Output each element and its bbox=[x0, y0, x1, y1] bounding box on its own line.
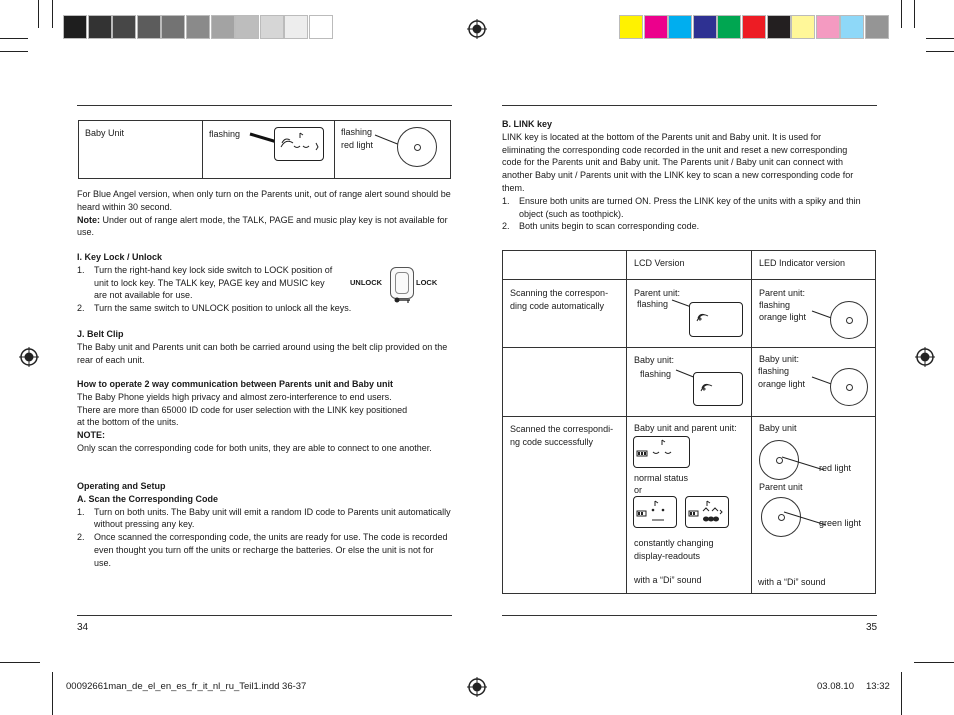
link-key-heading: B. LINK key bbox=[502, 119, 553, 129]
crop-mark bbox=[0, 51, 28, 52]
crop-mark bbox=[38, 0, 39, 28]
scan-code-list bbox=[77, 506, 452, 570]
note-text: Under out of range alert mode, the TALK, PAGE and music play key is not available for use. bbox=[77, 214, 448, 238]
belt-clip-text: The Baby unit and Parents unit can both be carried around using the belt clip provided on the rear of each unit. bbox=[77, 341, 448, 365]
registration-mark-icon bbox=[467, 677, 487, 697]
lcd-display-icon bbox=[274, 127, 324, 161]
left-bottom-rule bbox=[77, 615, 452, 616]
crop-mark bbox=[914, 662, 954, 663]
link-key-text: LINK key is located at the bottom of the Parents unit and Baby unit. It is used for eliminating the corresponding code recorded in the unit and reset a new corresponding code for the Parents unit and Baby unit. The Parents unit / Baby unit can connect with another Baby unit / Parents unit with the LINK key to scan a new corresponding code for them. bbox=[502, 131, 854, 193]
color-swatch bbox=[161, 15, 185, 39]
two-way-note-text: Only scan the corresponding code for both units, they are able to connect to one another. bbox=[77, 442, 432, 453]
two-way-text: The Baby Phone yields high privacy and almost zero-interference to end users. There are more than 65000 ID code for user selection with the LINK key positioned at the bottom of the units. bbox=[77, 391, 408, 428]
page-number-left: 34 bbox=[77, 622, 89, 633]
color-swatch bbox=[717, 15, 741, 39]
flashing-label: flashing bbox=[209, 129, 241, 139]
color-swatch bbox=[186, 15, 210, 39]
color-swatch bbox=[112, 15, 136, 39]
lock-label: LOCK bbox=[416, 278, 438, 287]
lock-switch-illustration bbox=[348, 266, 444, 304]
registration-mark-icon bbox=[915, 347, 935, 367]
left-top-rule bbox=[77, 105, 452, 106]
color-swatch bbox=[816, 15, 840, 39]
right-bottom-rule bbox=[502, 615, 877, 616]
two-way-note-label: NOTE: bbox=[77, 430, 105, 441]
color-swatch bbox=[309, 15, 333, 39]
color-swatch bbox=[137, 15, 161, 39]
color-swatch bbox=[260, 15, 284, 39]
baby-unit-label: Baby Unit bbox=[85, 128, 125, 138]
crop-mark bbox=[901, 0, 902, 28]
color-swatch bbox=[284, 15, 308, 39]
unlock-label: UNLOCK bbox=[350, 278, 383, 287]
operating-heading: Operating and Setup bbox=[77, 481, 166, 491]
red-light-label: red light bbox=[341, 140, 374, 150]
color-swatch bbox=[644, 15, 668, 39]
crop-mark bbox=[926, 38, 954, 39]
list-item: 2. Both units begin to scan corresponding code. bbox=[502, 221, 700, 232]
page-number-right: 35 bbox=[866, 622, 878, 633]
list-item: 2. Turn the same switch to UNLOCK position to unlock all the keys. bbox=[77, 303, 352, 314]
color-swatch bbox=[88, 15, 112, 39]
crop-mark bbox=[926, 51, 954, 52]
color-swatch bbox=[742, 15, 766, 39]
baby-unit-table bbox=[78, 120, 451, 179]
two-way-heading: How to operate 2 way communication between Parents unit and Baby unit bbox=[77, 379, 394, 389]
color-swatch bbox=[693, 15, 717, 39]
registration-mark-icon bbox=[467, 19, 487, 39]
blue-angel-paragraph: For Blue Angel version, when only turn on the Parents unit, out of range alert sound should be heard within 30 second. bbox=[77, 189, 451, 212]
list-item: 1. Turn on both units. The Baby unit will emit a random ID code to Parents unit automatically without pressing any key. bbox=[77, 506, 451, 530]
footer-filename: 00092661man_de_el_en_es_fr_it_nl_ru_Teil1.indd 36-37 bbox=[66, 681, 307, 692]
scanning-row-label: Scanning the correspon-ding code automatically bbox=[510, 288, 609, 311]
led-indicator-icon bbox=[830, 301, 868, 339]
footer-time: 13:32 bbox=[866, 681, 890, 692]
color-swatch bbox=[63, 15, 87, 39]
flashing-label: flashing bbox=[341, 127, 373, 137]
led-version-header: LED Indicator version bbox=[759, 258, 846, 268]
key-icon bbox=[394, 296, 412, 304]
crop-mark bbox=[52, 672, 53, 715]
list-item: 1. Turn the right-hand key lock side switch to LOCK position of unit to lock key. The TALK key, PAGE key and MUSIC key are not available for use. bbox=[77, 264, 333, 301]
lock-switch-icon bbox=[390, 267, 414, 299]
color-swatch bbox=[767, 15, 791, 39]
led-indicator-icon bbox=[830, 368, 868, 406]
scan-code-subheading: A. Scan the Corresponding Code bbox=[77, 493, 219, 504]
footer-date: 03.08.10 bbox=[817, 681, 854, 692]
color-swatch bbox=[619, 15, 643, 39]
link-key-table: LCD Version LED Indicator version Scanning the correspon-ding code automatically Parent unit: flashing Parent unit: flashing orange light Baby unit: flashing Baby unit: flashing orange light Scanned the correspondi-ng code successfully Baby unit and parent unit: normal status or constantly changing display-readouts with a “Di” sound Baby unit red light Parent unit green light with a “Di” sound bbox=[502, 250, 876, 594]
list-item: 2. Once scanned the corresponding code, the units are ready for use. The code is recorded even thought you turn off the units or recharge the batteries. Or else the unit is not for use. bbox=[77, 532, 448, 568]
link-key-list bbox=[502, 195, 877, 233]
color-swatch bbox=[235, 15, 259, 39]
note-paragraph bbox=[77, 214, 452, 240]
belt-clip-heading: J. Belt Clip bbox=[77, 329, 124, 339]
changing-display-lcd-icon bbox=[633, 496, 677, 528]
color-swatch bbox=[840, 15, 864, 39]
crop-mark bbox=[52, 0, 53, 28]
crop-mark bbox=[0, 38, 28, 39]
parent-lcd-icon bbox=[689, 302, 743, 337]
color-swatch bbox=[211, 15, 235, 39]
registration-mark-icon bbox=[19, 347, 39, 367]
right-top-rule bbox=[502, 105, 877, 106]
note-label: Note: bbox=[77, 214, 100, 225]
key-lock-heading: I. Key Lock / Unlock bbox=[77, 252, 163, 262]
color-swatch bbox=[791, 15, 815, 39]
lcd-version-header: LCD Version bbox=[634, 258, 685, 268]
crop-mark bbox=[901, 672, 902, 715]
scanned-row-label: Scanned the correspondi-ng code successfully bbox=[510, 424, 614, 447]
normal-status-lcd-icon bbox=[633, 436, 690, 468]
led-indicator-icon bbox=[397, 127, 437, 167]
changing-display-lcd-icon bbox=[685, 496, 729, 528]
color-swatch bbox=[865, 15, 889, 39]
crop-mark bbox=[0, 662, 40, 663]
baby-lcd-icon bbox=[693, 372, 743, 406]
color-swatch bbox=[668, 15, 692, 39]
crop-mark bbox=[914, 0, 915, 28]
list-item: 1. Ensure both units are turned ON. Press the LINK key of the units with a spiky and thin object (such as toothpick). bbox=[502, 195, 861, 219]
